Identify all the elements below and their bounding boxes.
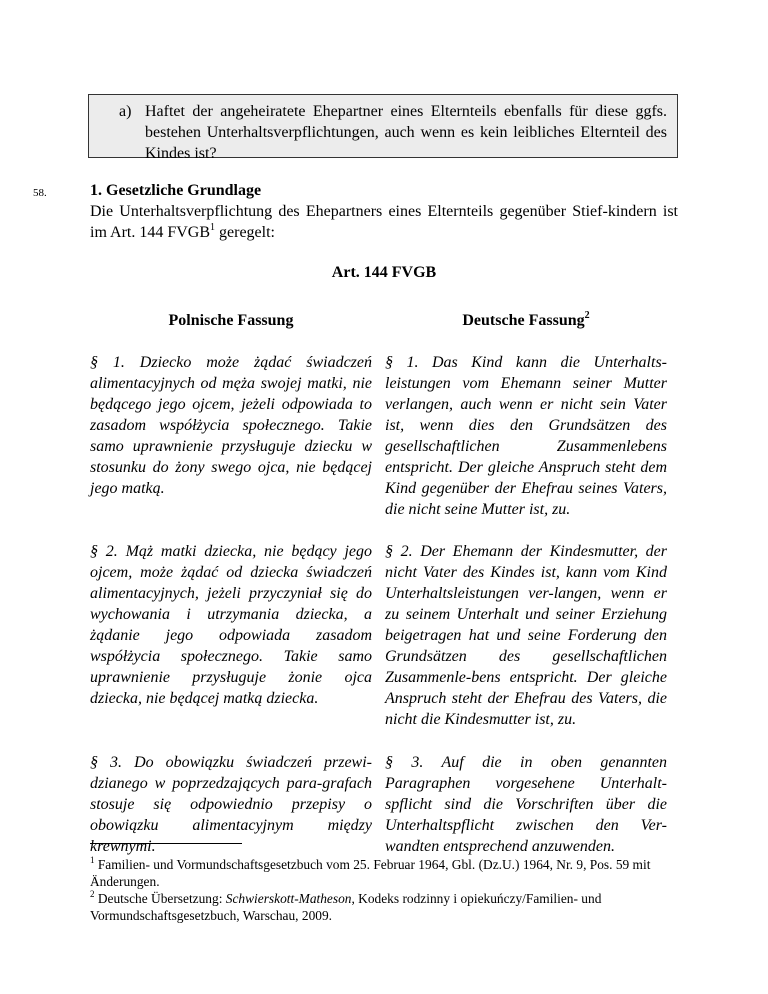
intro-text-end: geregelt: [215, 224, 275, 241]
question-marker: a) [119, 103, 132, 120]
footnotes [90, 856, 690, 924]
col-left-heading: Polnische Fassung [168, 312, 294, 329]
polish-paragraph-1: § 1. Dziecko może żądać świadczeń alimentacyjnych od męża swojej matki, nie będącego jego ojcem, jeżeli odpowiada to zasadom współżycia społecznego. Takie samo uprawnienie przysługuje dziecku w stosunku do żony swego ojca, nie będącej jego matką. [90, 354, 372, 497]
section-heading: 1. Gesetzliche Grundlage [90, 182, 262, 199]
article-title: Art. 144 FVGB [331, 264, 437, 281]
polish-paragraph-3: § 3. Do obowiązku świadczeń przewi-dzianego w poprzedzających para-grafach stosuje się odpowiednio przepisy o obowiązku alimentacyjnym między krewnymi. [90, 754, 372, 855]
section-intro [90, 201, 678, 243]
footnote-ref-2[interactable]: 2 [584, 309, 590, 321]
intro-text: Die Unterhaltsverpflichtung des Ehepartners eines Elternteils gegenüber Stief-kindern ist im Art. 144 FVGB [90, 203, 678, 241]
german-paragraph-2: § 2. Der Ehemann der Kindesmutter, der nicht Vater des Kindes ist, kann vom Kind Unterhaltsleistungen ver-langen, wenn er zu seinem Unterhalt und seiner Erziehung beigetragen hat und seine Forderung den Grundsätzen des gesellschaftlichen Zusammenle-bens entspricht. Der gleiche Anspruch steht der Ehefrau des Vaters, die nicht die Kindesmutter ist, zu. [385, 543, 667, 728]
footnote-ref-1[interactable]: 1 [210, 221, 216, 233]
polish-paragraph-2: § 2. Mąż matki dziecka, nie będący jego ojcem, może żądać od dziecka świadczeń alimentacyjnych, jeżeli przyczyniał się do wychowania i utrzymania dziecka, a żądanie jego odpowiada zasadom współżycia społecznego. Takie samo uprawnienie przysługuje żonie ojca dziecka, nie będącej matką dziecka. [90, 543, 372, 707]
question-text: Haftet der angeheiratete Ehepartner eines Elternteils ebenfalls für diese ggfs. bestehen Unterhaltsverpflichtungen, auch wenn es kein leibliches Elternteil des Kindes ist? [145, 103, 667, 162]
footnote-2: $^2$ Deutsche Übersetzung: Schwierskott-Matheson, Kodeks rodzinny i opiekuńczy/Familien- und Vormundschaftsgesetzbuch, Warschau, 2009. [90, 888, 602, 923]
col-right-heading-text: Deutsche Fassung [462, 312, 585, 329]
german-paragraph-1: § 1. Das Kind kann die Unterhalts-leistungen vom Ehemann seiner Mutter verlangen, auch wenn er nicht sein Vater ist, wenn dies den Grundsätzen des gesellschaftlichen Zusammenlebens entspricht. Der gleiche Anspruch steht dem Kind gegenüber der Ehefrau seines Vaters, die nicht seine Mutter ist, zu. [385, 354, 667, 518]
german-paragraph-3: § 3. Auf die in oben genannten Paragraphen vorgesehene Unterhalt-spflicht sind die Vorschriften über die Unterhaltspflicht zwischen den Ver-wandten entsprechend anzuwenden. [385, 754, 667, 855]
col-right-heading [385, 310, 667, 331]
question-box [88, 94, 678, 162]
margin-number: 58. [33, 187, 47, 199]
footnote-1: $^1$ Familien- und Vormundschaftsgesetzbuch vom 25. Februar 1964, Gbl. (Dz.U.) 1964, Nr. 9, Pos. 59 mit Änderungen. [90, 854, 651, 889]
footnote-divider [90, 843, 242, 844]
footnote-author: Schwierskott-Matheson [225, 891, 352, 906]
